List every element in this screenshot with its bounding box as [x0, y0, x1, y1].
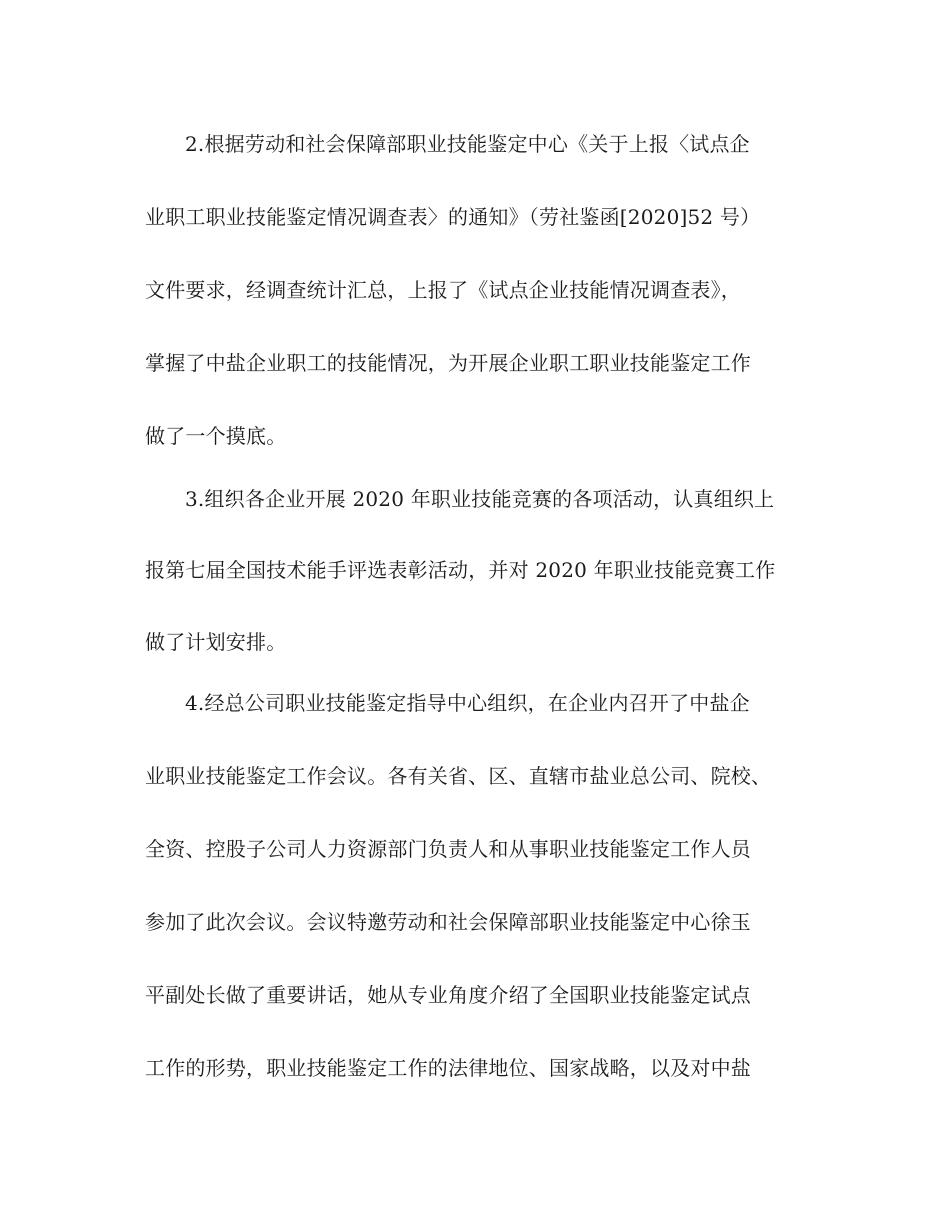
paragraph-4-line-6: 工作的形势，职业技能鉴定工作的法律地位、国家战略，以及对中盐 [145, 1056, 751, 1080]
paragraph-4-line-1: 4.经总公司职业技能鉴定指导中心组织，在企业内召开了中盐企 [185, 691, 750, 715]
paragraph-3-line-2: 报第七届全国技术能手评选表彰活动，并对 2020 年职业技能竞赛工作 [145, 558, 776, 582]
paragraph-2-line-1: 2.根据劳动和社会保障部职业技能鉴定中心《关于上报〈试点企 [185, 132, 750, 156]
paragraph-2-line-2: 业职工职业技能鉴定情况调查表〉的通知》（劳社鉴函[2020]52 号） [145, 205, 761, 229]
paragraph-4-line-3: 全资、控股子公司人力资源部门负责人和从事职业技能鉴定工作人员 [145, 837, 751, 861]
paragraph-2-line-5: 做了一个摸底。 [145, 424, 287, 448]
paragraph-3-line-1: 3.组织各企业开展 2020 年职业技能竞赛的各项活动，认真组织上 [185, 487, 775, 511]
paragraph-4-line-2: 业职业技能鉴定工作会议。各有关省、区、直辖市盐业总公司、院校、 [145, 764, 772, 788]
paragraph-2-line-3: 文件要求，经调查统计汇总，上报了《试点企业技能情况调查表》， [145, 278, 741, 302]
paragraph-3-line-3: 做了计划安排。 [145, 630, 287, 654]
paragraph-4-line-4: 参加了此次会议。会议特邀劳动和社会保障部职业技能鉴定中心徐玉 [145, 910, 751, 934]
paragraph-4-line-5: 平副处长做了重要讲话，她从专业角度介绍了全国职业技能鉴定试点 [145, 983, 751, 1007]
paragraph-2-line-4: 掌握了中盐企业职工的技能情况，为开展企业职工职业技能鉴定工作 [145, 351, 751, 375]
